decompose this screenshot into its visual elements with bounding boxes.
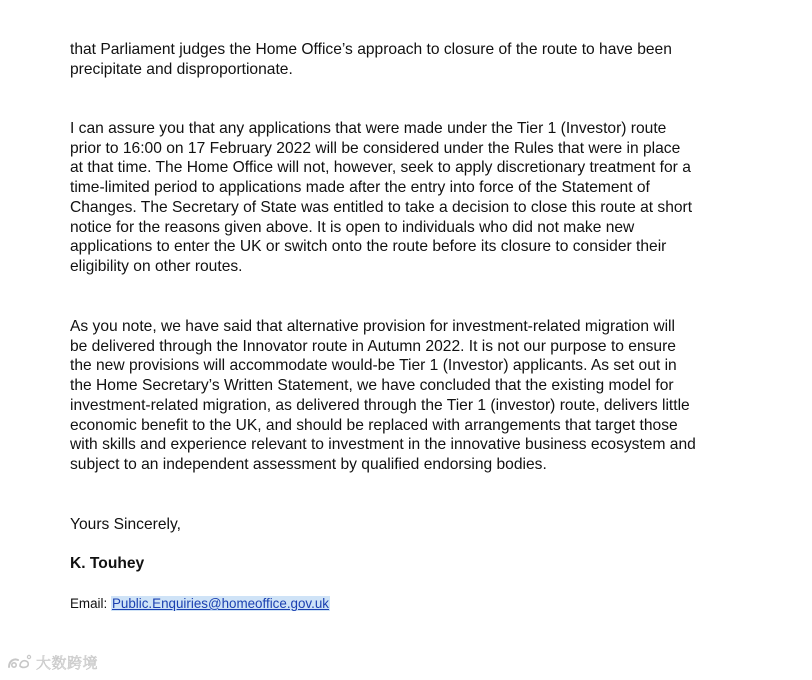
signer-name: K. Touhey — [70, 555, 145, 572]
email-label: Email: — [70, 596, 108, 611]
letter-closing: Yours Sincerely, — [70, 516, 181, 533]
letter-paragraph-1: that Parliament judges the Home Office’s approach to closure of the route to have been precipitate and disproportionate. — [70, 41, 672, 78]
letter-paragraph-3: As you note, we have said that alternative provision for investment-related migration will be delivered through the Innovator route in Autumn 2022. It is not our purpose to ensure the new provisions will accommodate would-be Tier 1 (Investor) applicants. As set out in the Home Secretary’s Written Statement, we have concluded that the existing model for investment-related migration, as delivered through the Tier 1 (investor) route, delivers little economic benefit to the UK, and should be replaced with arrangements that target those with skills and experience relevant to investment in the innovative business ecosystem and subject to an independent assessment by qualified endorsing bodies. — [70, 318, 696, 473]
watermark — [6, 652, 98, 673]
letter-paragraph-2: I can assure you that any applications that were made under the Tier 1 (Investor) route prior to 16:00 on 17 February 2022 will be considered under the Rules that were in place at that time. The Home Office will not, however, seek to apply discretionary treatment for a time-limited period to applications made after the entry into force of the Statement of Changes. The Secretary of State was entitled to take a decision to close this route at short notice for the reasons given above. It is open to individuals who did not make new applications to enter the UK or switch onto the route before its closure to consider their eligibility on other routes. — [70, 120, 693, 275]
email-line — [70, 595, 330, 613]
watermark-logo-icon — [6, 653, 32, 673]
email-link[interactable]: Public.Enquiries@homeoffice.gov.uk — [111, 596, 330, 611]
watermark-text: 大数跨境 — [36, 654, 99, 672]
